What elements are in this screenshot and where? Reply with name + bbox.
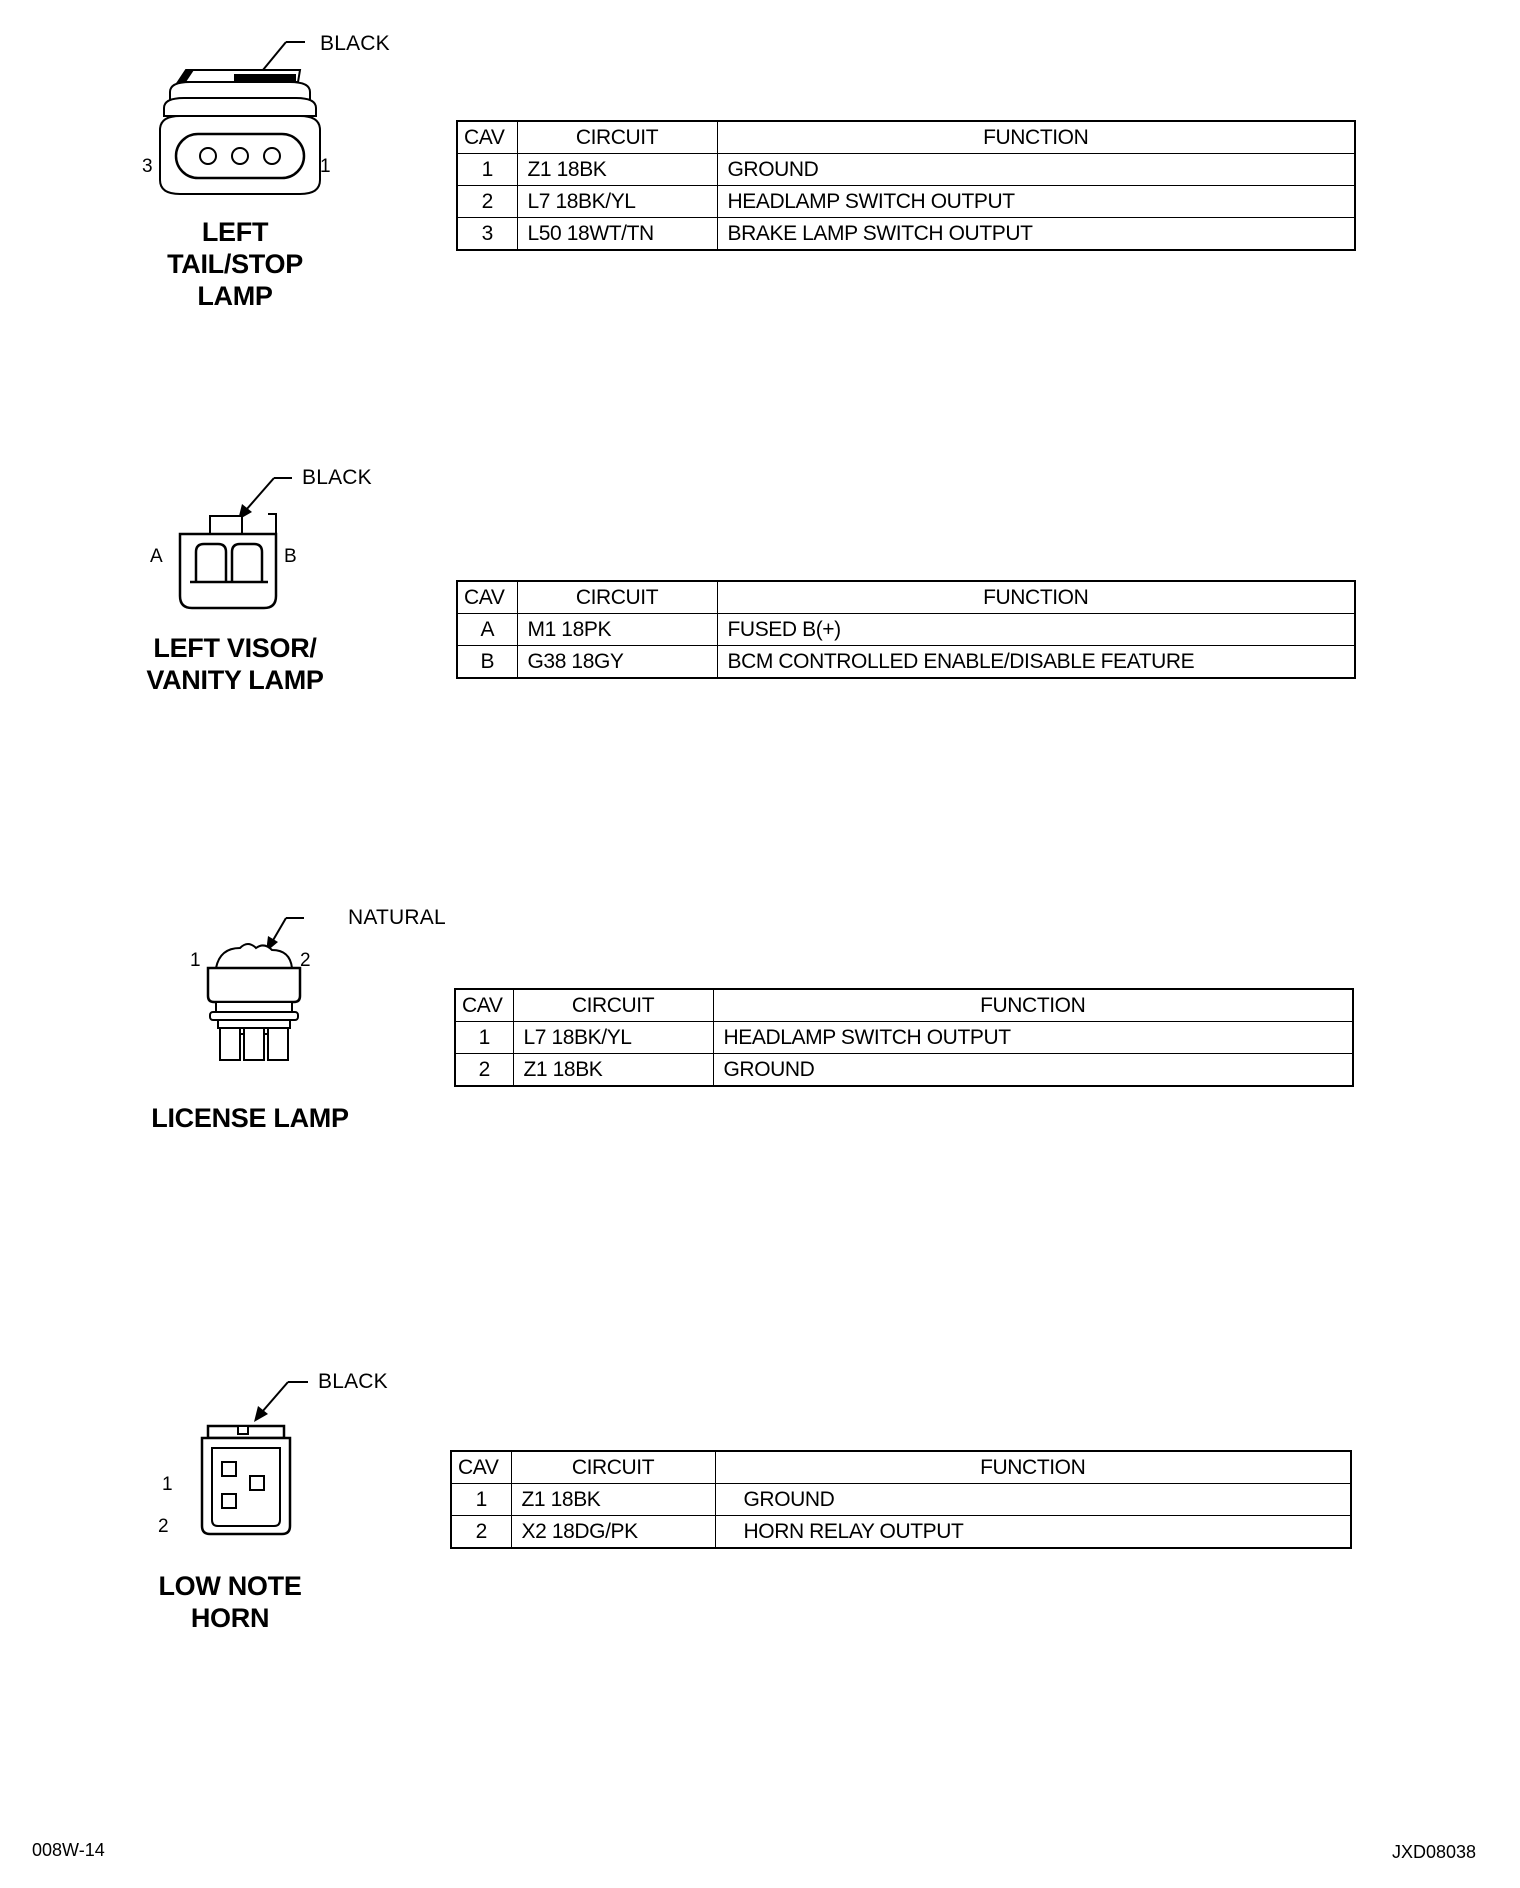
function-cell: GROUND xyxy=(715,1484,1351,1516)
column-header-function: FUNCTION xyxy=(717,121,1355,154)
pin-label: 1 xyxy=(190,950,201,971)
column-header-circuit: CIRCUIT xyxy=(517,121,717,154)
table-row xyxy=(457,154,1355,186)
column-header-cav: CAV xyxy=(457,581,517,614)
pin-label: A xyxy=(150,546,163,567)
table-row xyxy=(455,1054,1353,1087)
cav-cell: A xyxy=(457,614,517,646)
circuit-cell: X2 18DG/PK xyxy=(511,1516,715,1549)
circuit-cell: L7 18BK/YL xyxy=(513,1022,713,1054)
table-row xyxy=(457,186,1355,218)
connector-name: LOW NOTE HORN xyxy=(158,1571,302,1633)
circuit-cell: L50 18WT/TN xyxy=(517,218,717,251)
cav-cell: 2 xyxy=(451,1516,511,1549)
circuit-cell: Z1 18BK xyxy=(513,1054,713,1087)
function-cell: HORN RELAY OUTPUT xyxy=(715,1516,1351,1549)
pin-label: 3 xyxy=(142,156,153,177)
cav-cell: 1 xyxy=(451,1484,511,1516)
pin-label: B xyxy=(284,546,297,567)
table-row xyxy=(457,646,1355,679)
table-header-row xyxy=(457,121,1355,154)
column-header-function: FUNCTION xyxy=(715,1451,1351,1484)
connector-color-label: BLACK xyxy=(320,32,390,55)
pin-label: 2 xyxy=(158,1516,169,1537)
function-cell: BRAKE LAMP SWITCH OUTPUT xyxy=(717,218,1355,251)
cav-cell: B xyxy=(457,646,517,679)
column-header-circuit: CIRCUIT xyxy=(513,989,713,1022)
cav-cell: 2 xyxy=(457,186,517,218)
cav-cell: 1 xyxy=(455,1022,513,1054)
table-row xyxy=(451,1516,1351,1549)
horn-connector-icon xyxy=(190,1370,360,1550)
column-header-circuit: CIRCUIT xyxy=(511,1451,715,1484)
column-header-function: FUNCTION xyxy=(717,581,1355,614)
connector-name: LICENSE LAMP xyxy=(151,1103,349,1133)
function-cell: FUSED B(+) xyxy=(717,614,1355,646)
cav-cell: 1 xyxy=(457,154,517,186)
connector-color-label: BLACK xyxy=(302,466,372,489)
column-header-cav: CAV xyxy=(457,121,517,154)
table-row xyxy=(455,1022,1353,1054)
column-header-cav: CAV xyxy=(455,989,513,1022)
connector-color-label: NATURAL xyxy=(348,906,446,929)
circuit-cell: Z1 18BK xyxy=(511,1484,715,1516)
column-header-circuit: CIRCUIT xyxy=(517,581,717,614)
pinout-table xyxy=(456,120,1356,251)
table-row xyxy=(457,614,1355,646)
circuit-cell: Z1 18BK xyxy=(517,154,717,186)
column-header-function: FUNCTION xyxy=(713,989,1353,1022)
table-header-row xyxy=(457,581,1355,614)
figure-id: JXD08038 xyxy=(1392,1842,1477,1862)
page-number: 008W-14 xyxy=(32,1840,105,1860)
table-row xyxy=(457,218,1355,251)
cav-cell: 3 xyxy=(457,218,517,251)
connector-name: LEFT VISOR/ VANITY LAMP xyxy=(146,633,324,695)
function-cell: BCM CONTROLLED ENABLE/DISABLE FEATURE xyxy=(717,646,1355,679)
pin-label: 1 xyxy=(162,1474,173,1495)
pin-label: 2 xyxy=(300,950,311,971)
function-cell: GROUND xyxy=(717,154,1355,186)
function-cell: HEADLAMP SWITCH OUTPUT xyxy=(713,1022,1353,1054)
circuit-cell: L7 18BK/YL xyxy=(517,186,717,218)
pinout-table xyxy=(454,988,1354,1087)
pinout-table xyxy=(450,1450,1352,1549)
function-cell: GROUND xyxy=(713,1054,1353,1087)
circuit-cell: G38 18GY xyxy=(517,646,717,679)
table-row xyxy=(451,1484,1351,1516)
connector-name: LEFT TAIL/STOP LAMP xyxy=(167,217,303,311)
cav-cell: 2 xyxy=(455,1054,513,1087)
pinout-table xyxy=(456,580,1356,679)
connector-color-label: BLACK xyxy=(318,1370,388,1393)
table-header-row xyxy=(451,1451,1351,1484)
column-header-cav: CAV xyxy=(451,1451,511,1484)
circuit-cell: M1 18PK xyxy=(517,614,717,646)
license-lamp-connector-icon xyxy=(196,906,376,1096)
function-cell: HEADLAMP SWITCH OUTPUT xyxy=(717,186,1355,218)
table-header-row xyxy=(455,989,1353,1022)
pin-label: 1 xyxy=(320,156,331,177)
